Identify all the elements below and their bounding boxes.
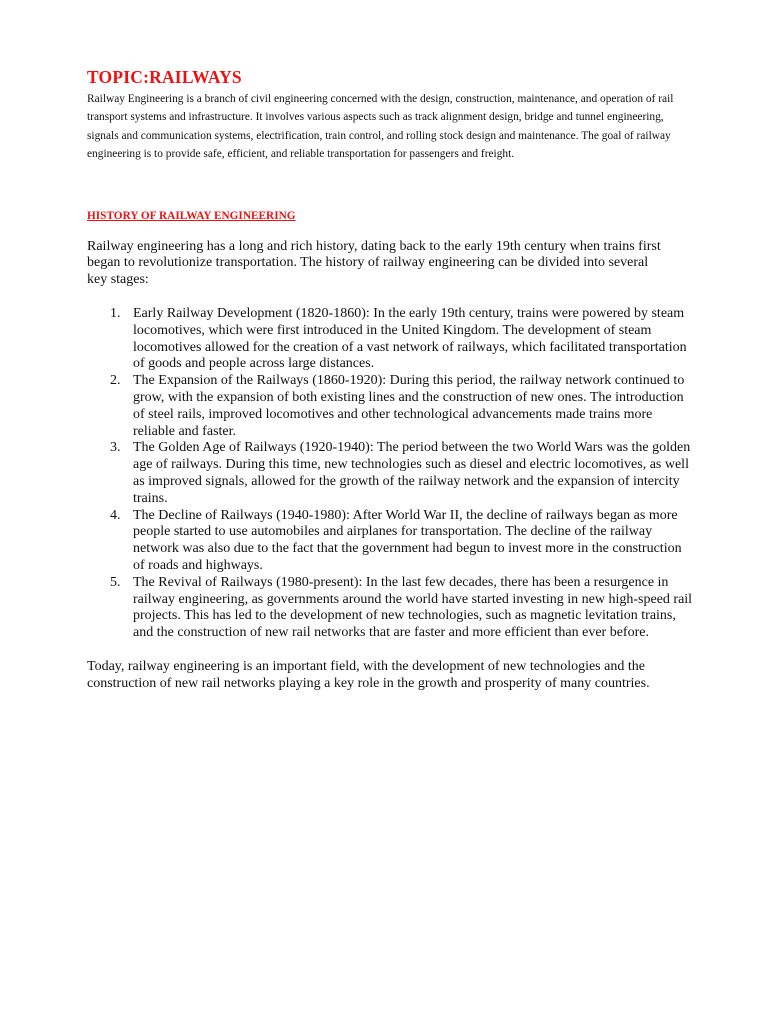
history-stages-list <box>87 306 693 642</box>
list-item-number: 2. <box>110 373 121 389</box>
list-item <box>87 440 693 507</box>
list-item-text: The Expansion of the Railways (1860-1920): During this period, the railway network continued to grow, with the expansion of both existing lines and the construction of new ones. The introduction of steel rails, improved locomotives and other technological advancements made trains more reliable and faster. <box>133 373 685 439</box>
list-item-text: The Decline of Railways (1940-1980): After World War II, the decline of railways began as more people started to use automobiles and airplanes for transportation. The decline of the railway network was also due to the fact that the government had begun to invest more in the construction of roads and highways. <box>133 507 682 573</box>
history-intro-paragraph: Railway engineering has a long and rich history, dating back to the early 19th century when trains first began to revolutionize transportation. The history of railway engineering can be divided into several key stages: <box>87 238 661 288</box>
list-item <box>87 373 693 440</box>
intro-paragraph: Railway Engineering is a branch of civil engineering concerned with the design, construction, maintenance, and operation of rail transport systems and infrastructure. It involves various aspects such as track alignment design, bridge and tunnel engineering, signals and communication systems, electrification, train control, and rolling stock design and maintenance. The goal of railway engineering is to provide safe, efficient, and reliable transportation for passengers and freight. <box>87 93 674 161</box>
list-item <box>87 575 693 642</box>
list-item-text: The Revival of Railways (1980-present): In the last few decades, there has been a resurgence in railway engineering, as governments around the world have started investing in new high-speed rail projects. This has led to the development of new technologies, such as magnetic levitation trains, and the construction of new rail networks that are faster and more efficient than ever before. <box>133 574 693 641</box>
section-heading-history: HISTORY OF RAILWAY ENGINEERING <box>87 209 296 222</box>
list-item-number: 3. <box>110 440 121 456</box>
list-item <box>87 508 693 575</box>
page-title: TOPIC:RAILWAYS <box>87 67 242 87</box>
list-item-text: The Golden Age of Railways (1920-1940): The period between the two World Wars was the golden age of railways. During this time, new technologies such as diesel and electric locomotives, as well as improved signals, allowed for the growth of the railway network and the expansion of intercity trains. <box>133 440 691 506</box>
list-item-number: 1. <box>110 306 121 322</box>
list-item <box>87 306 693 373</box>
closing-paragraph: Today, railway engineering is an important field, with the development of new technologies and the construction of new rail networks playing a key role in the growth and prosperity of many countries. <box>87 658 650 691</box>
list-item-number: 4. <box>110 507 121 523</box>
list-item-number: 5. <box>110 574 121 590</box>
document-page <box>87 66 693 693</box>
list-item-text: Early Railway Development (1820-1860): In the early 19th century, trains were powered by steam locomotives, which were first introduced in the United Kingdom. The development of steam locomotives allowed for the creation of a vast network of railways, which facilitated transportation of goods and people across large distances. <box>133 306 687 372</box>
